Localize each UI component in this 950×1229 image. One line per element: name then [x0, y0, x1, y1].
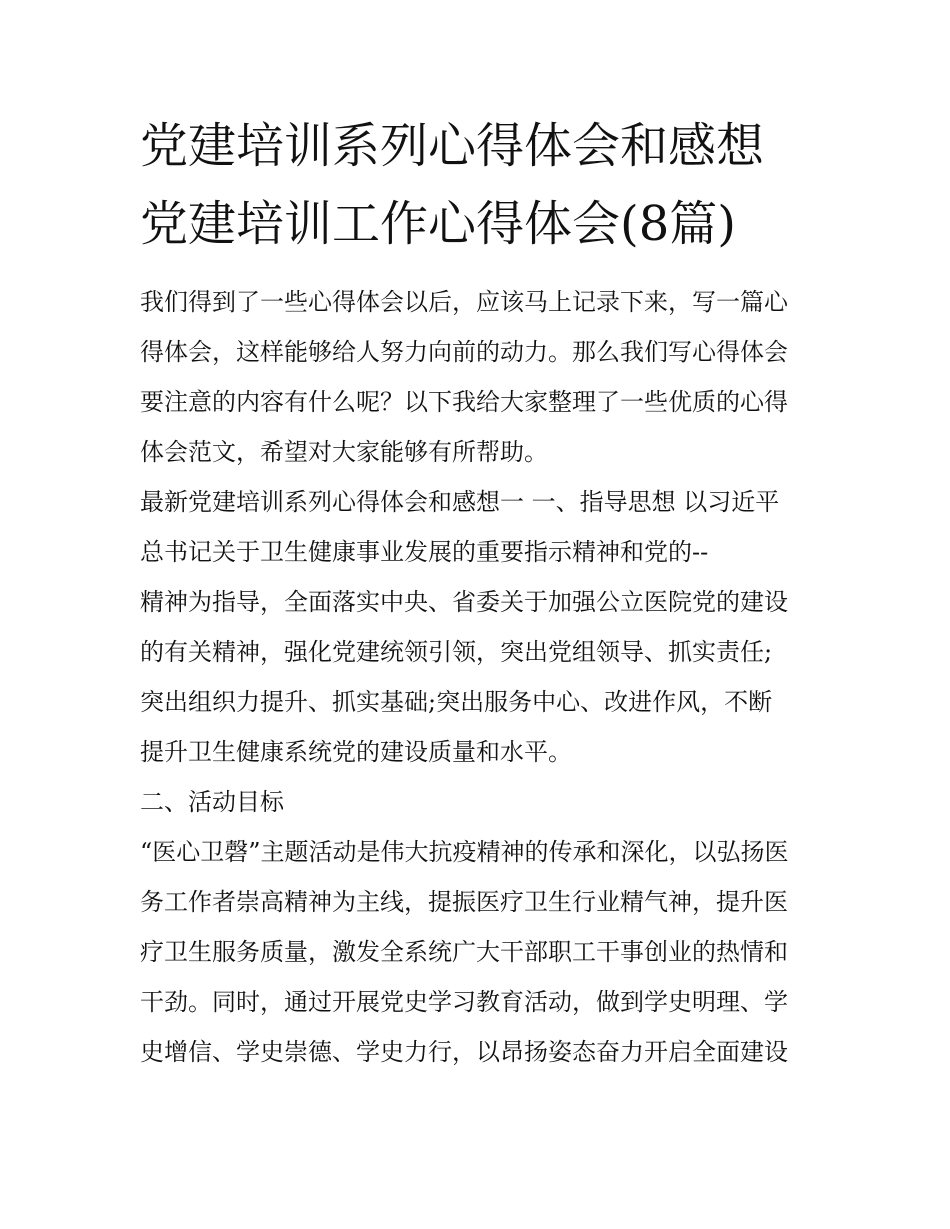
paragraph-line: 要注意的内容有什么呢？以下我给大家整理了一些优质的心得 [140, 388, 788, 416]
paragraph-line: 提升卫生健康系统党的建设质量和水平。 [140, 738, 572, 766]
paragraph-line: 体会范文，希望对大家能够有所帮助。 [140, 438, 548, 466]
paragraph-line: “医心卫磬”主题活动是伟大抗疫精神的传承和深化，以弘扬医 [140, 838, 789, 866]
paragraph-line: 最新党建培训系列心得体会和感想一 一、指导思想 以习近平 [140, 488, 780, 516]
paragraph-line: 史增信、学史崇德、学史力行，以昂扬姿态奋力开启全面建设 [140, 1038, 788, 1066]
paragraph-line: 得体会，这样能够给人努力向前的动力。那么我们写心得体会 [140, 338, 788, 366]
paragraph-line: 突出组织力提升、抓实基础;突出服务中心、改进作风，不断 [140, 688, 773, 716]
paragraph-line: 我们得到了一些心得体会以后，应该马上记录下来，写一篇心 [140, 288, 788, 316]
title-line-1: 党建培训系列心得体会和感想 [140, 118, 765, 174]
paragraph-line: 的有关精神，强化党建统领引领，突出党组领导、抓实责任; [140, 638, 773, 666]
paragraph-line: 疗卫生服务质量，激发全系统广大干部职工干事创业的热情和 [140, 938, 788, 966]
paragraph-line: 总书记关于卫生健康事业发展的重要指示精神和党的-- [140, 538, 709, 566]
paragraph-line: 干劲。同时，通过开展党史学习教育活动，做到学史明理、学 [140, 988, 788, 1016]
title-line-2: 党建培训工作心得体会(8篇) [140, 196, 736, 252]
paragraph-line: 务工作者崇高精神为主线，提振医疗卫生行业精气神，提升医 [140, 888, 788, 916]
section-heading: 二、活动目标 [140, 788, 284, 816]
paragraph-line: 精神为指导，全面落实中央、省委关于加强公立医院党的建设 [140, 588, 788, 616]
